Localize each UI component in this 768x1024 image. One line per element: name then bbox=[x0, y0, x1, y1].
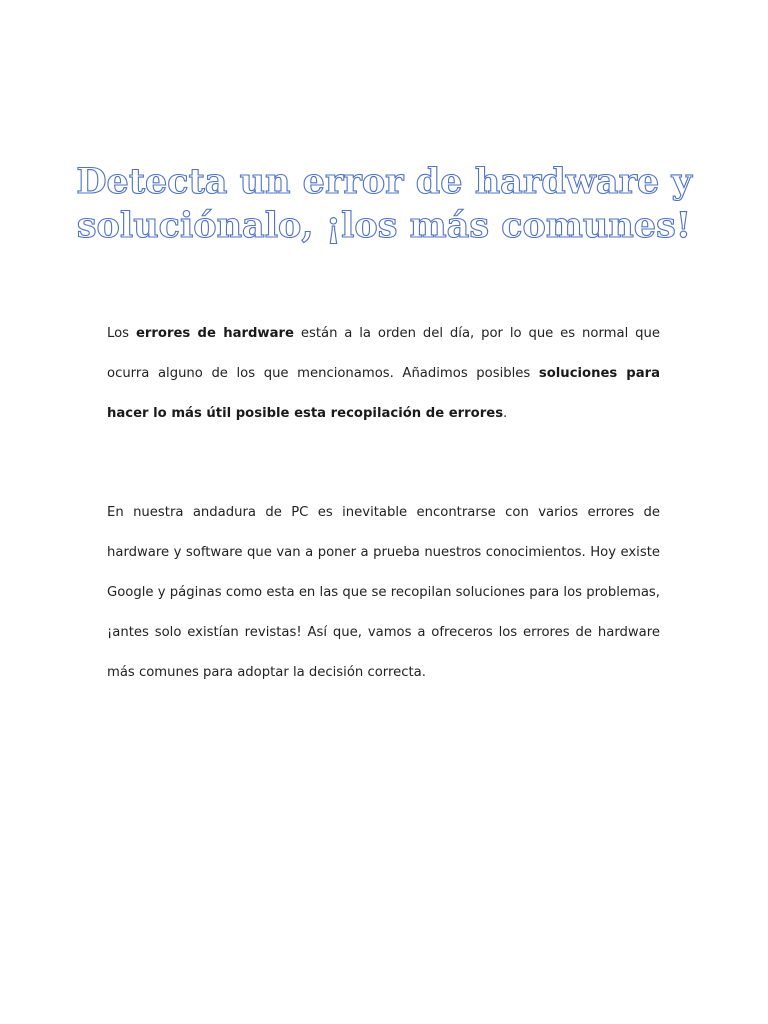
intro-bold-1: errores de hardware bbox=[135, 326, 294, 341]
title-line-2: soluciónalo, ¡los más comunes! bbox=[76, 205, 692, 246]
title-line-1: Detecta un error de hardware y bbox=[76, 161, 692, 202]
intro-paragraph bbox=[107, 314, 660, 434]
intro-bold-2: soluciones para hacer lo más útil posible esta recopilación de errores bbox=[107, 366, 660, 421]
intro-text-3: . bbox=[503, 406, 508, 421]
body-paragraph: En nuestra andadura de PC es inevitable encontrarse con varios errores de hardware y software que van a poner a prueba nuestros conocimientos. Hoy existe Google y páginas como esta en las que se recopilan soluciones para los problemas, ¡antes solo existían revistas! Así que, vamos a ofreceros los errores de hardware más comunes para adoptar la decisión correcta. bbox=[107, 505, 660, 680]
intro-text-1: Los bbox=[107, 326, 136, 341]
intro-text-2: están a la orden del día, por lo que es normal que ocurra alguno de los que mencionamos. Añadimos posibles bbox=[107, 326, 660, 381]
document-title bbox=[60, 160, 708, 248]
